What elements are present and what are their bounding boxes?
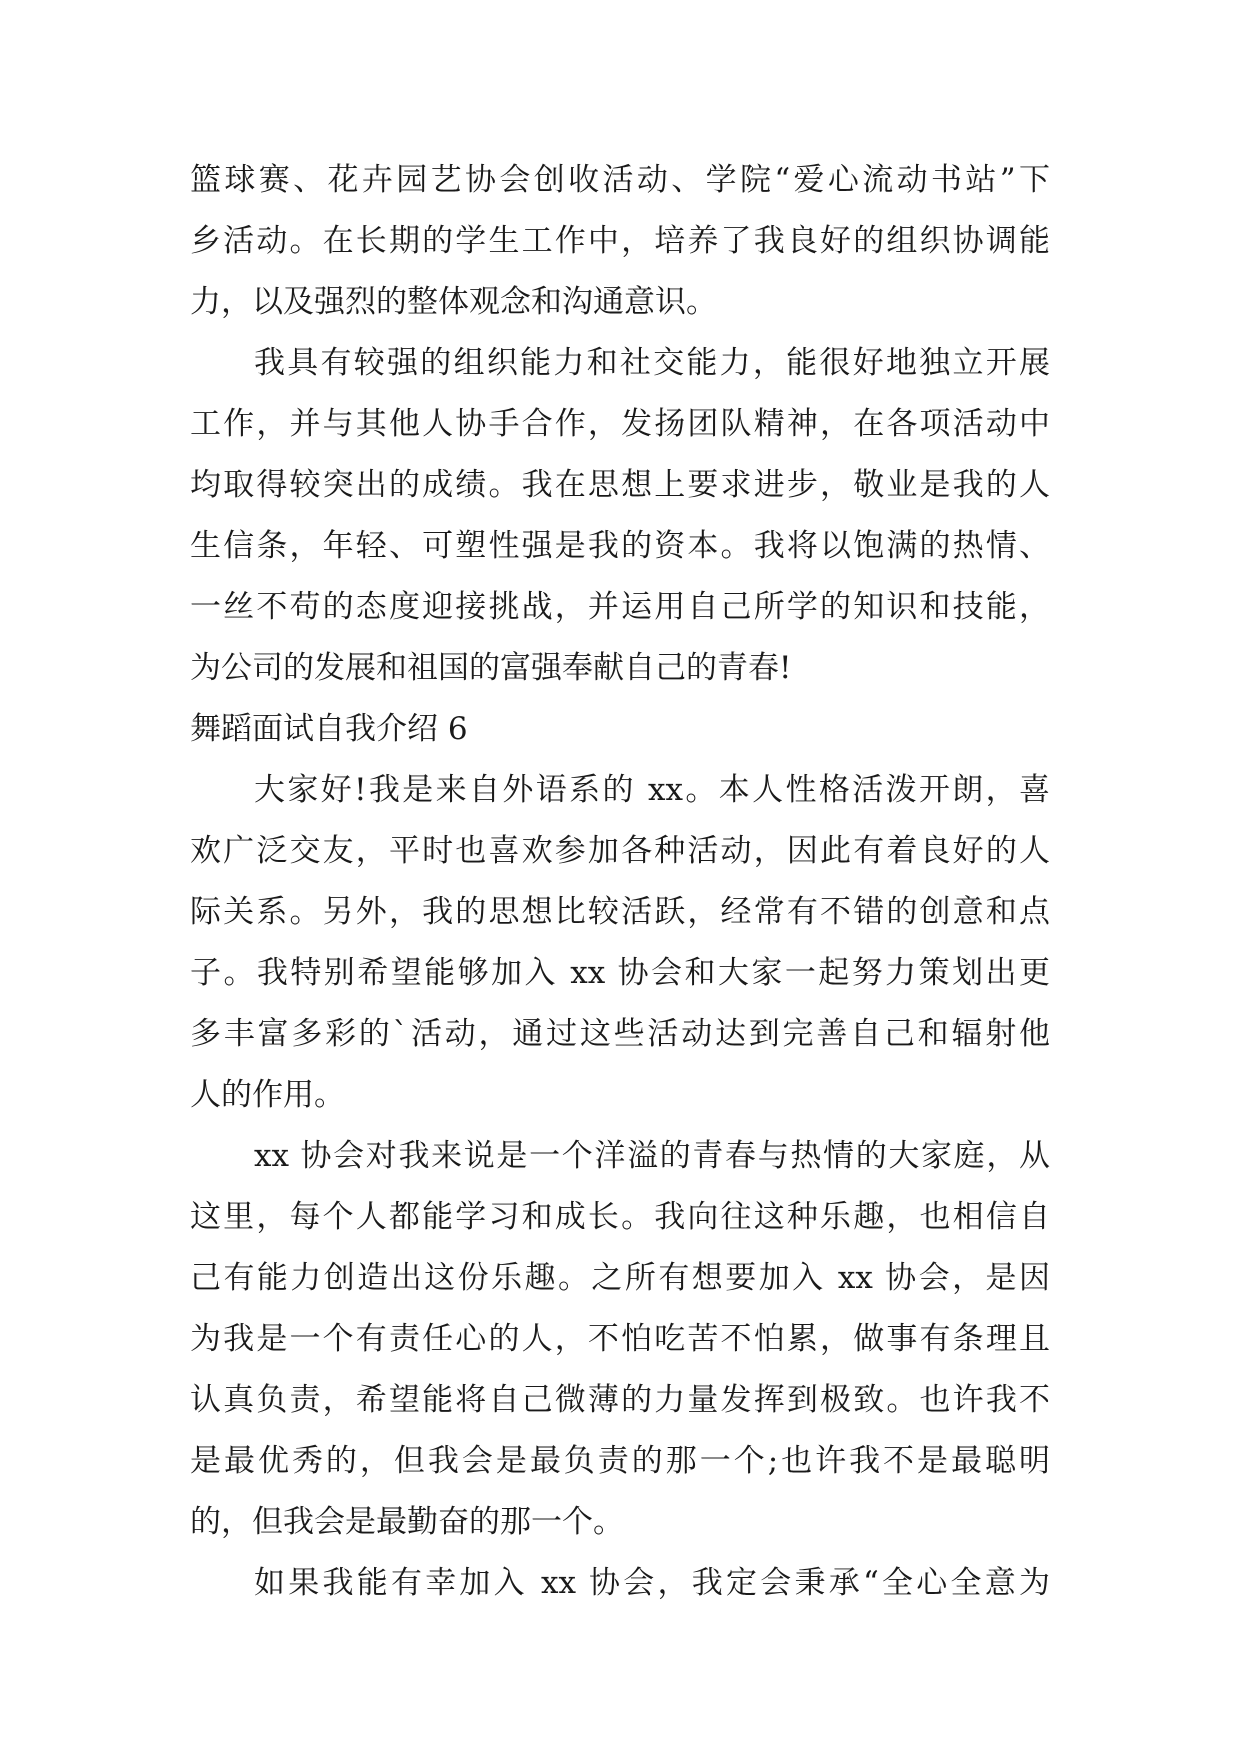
- text-line: 为我是一个有责任心的人，不怕吃苦不怕累，做事有条理且: [190, 1321, 1050, 1357]
- section-heading: 舞蹈面试自我介绍 6: [190, 711, 468, 747]
- text-line: 际关系。另外，我的思想比较活跃，经常有不错的创意和点: [190, 894, 1050, 930]
- text-line: 乡活动。在长期的学生工作中，培养了我良好的组织协调能: [190, 223, 1050, 259]
- text-line: 大家好!我是来自外语系的 xx。本人性格活泼开朗，喜: [254, 772, 1050, 808]
- text-line: 生信条，年轻、可塑性强是我的资本。我将以饱满的热情、: [190, 528, 1050, 564]
- text-line: xx 协会对我来说是一个洋溢的青春与热情的大家庭，从: [254, 1138, 1050, 1174]
- text-line: 一丝不苟的态度迎接挑战，并运用自己所学的知识和技能，: [190, 589, 1050, 625]
- text-line: 如果我能有幸加入 xx 协会，我定会秉承“全心全意为: [254, 1565, 1050, 1601]
- text-line: 的，但我会是最勤奋的那一个。: [190, 1504, 624, 1540]
- text-line: 认真负责，希望能将自己微薄的力量发挥到极致。也许我不: [190, 1382, 1050, 1418]
- text-line: 篮球赛、花卉园艺协会创收活动、学院“爱心流动书站”下: [190, 162, 1050, 198]
- text-line: 己有能力创造出这份乐趣。之所有想要加入 xx 协会，是因: [190, 1260, 1050, 1296]
- text-line: 子。我特别希望能够加入 xx 协会和大家一起努力策划出更: [190, 955, 1050, 991]
- text-line: 力，以及强烈的整体观念和沟通意识。: [190, 284, 717, 320]
- text-line: 我具有较强的组织能力和社交能力，能很好地独立开展: [254, 345, 1050, 381]
- text-line: 多丰富多彩的`活动，通过这些活动达到完善自己和辐射他: [190, 1016, 1050, 1052]
- text-line: 工作，并与其他人协手合作，发扬团队精神，在各项活动中: [190, 406, 1050, 442]
- text-line: 欢广泛交友，平时也喜欢参加各种活动，因此有着良好的人: [190, 833, 1050, 869]
- text-line: 是最优秀的，但我会是最负责的那一个;也许我不是最聪明: [190, 1443, 1050, 1479]
- body-text: [190, 150, 1050, 1614]
- text-line: 为公司的发展和祖国的富强奉献自己的青春!: [190, 650, 792, 686]
- text-line: 人的作用。: [190, 1077, 345, 1113]
- text-line: 均取得较突出的成绩。我在思想上要求进步，敬业是我的人: [190, 467, 1050, 503]
- text-line: 这里，每个人都能学习和成长。我向往这种乐趣，也相信自: [190, 1199, 1050, 1235]
